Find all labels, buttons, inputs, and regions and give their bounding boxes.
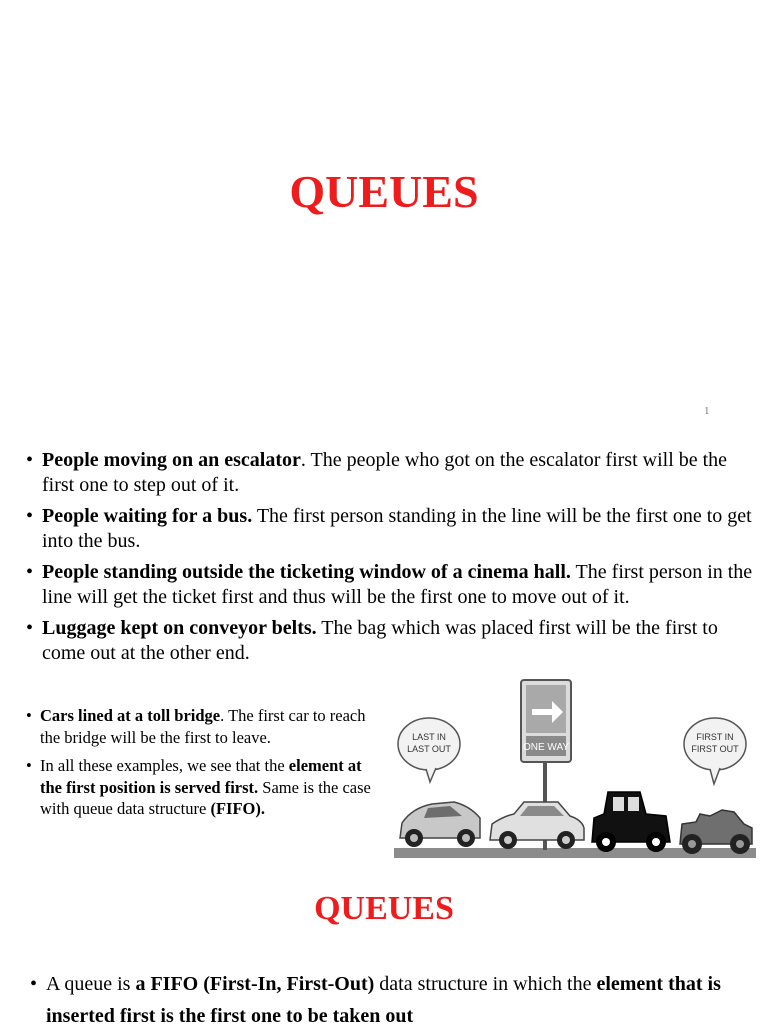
example-heading: People standing outside the ticketing window of a cinema hall. (42, 561, 571, 583)
slide-title: QUEUES (314, 890, 454, 927)
definition-text: data structure in which the (374, 973, 597, 995)
example-heading: People waiting for a bus. (42, 505, 253, 527)
one-way-sign (521, 680, 571, 762)
slide-title: QUEUES (289, 166, 479, 217)
svg-text:LAST IN: LAST IN (412, 732, 446, 742)
example-text: The bag which was placed first will be the first to come out at the other end. (42, 617, 718, 664)
examples-list (26, 448, 756, 672)
list-item (26, 560, 756, 609)
definition-list (30, 968, 750, 1032)
list-item (26, 705, 376, 748)
definition-emphasis: a FIFO (First-In, First-Out) (135, 973, 375, 995)
summary-text: Same is the case with queue data structure (40, 777, 371, 818)
example-text: The first person standing in the line will be the first one to get into the bus. (42, 505, 752, 552)
list-item (26, 448, 756, 497)
car-vintage-black (592, 792, 670, 852)
list-item (26, 616, 756, 665)
page-number: 1 (704, 405, 710, 417)
svg-text:LAST OUT: LAST OUT (407, 744, 451, 754)
definition-emphasis: element that is inserted first is the first one to be taken out (46, 973, 721, 1027)
car-sports (400, 802, 480, 847)
example-text: The first person in the line will get the ticket first and thus will be the first one to move out of it. (42, 561, 753, 608)
list-item (26, 755, 376, 820)
list-item (26, 504, 756, 553)
svg-text:FIRST IN: FIRST IN (696, 732, 734, 742)
road (394, 848, 756, 858)
list-item (30, 968, 750, 1032)
summary-emphasis: element at the first position is served first. (40, 756, 362, 797)
fifo-label: (FIFO). (210, 799, 265, 818)
sign-text: ONE WAY (522, 742, 570, 753)
one-way-cars-illustration (392, 678, 758, 864)
car-convertible (680, 810, 752, 854)
example-heading: People moving on an escalator (42, 449, 301, 471)
summary-text: In all these examples, we see that the (40, 756, 289, 775)
more-examples-list (26, 705, 376, 827)
example-text: . The people who got on the escalator first will be the first one to step out of it. (42, 449, 728, 496)
definition-text: A queue is (46, 973, 136, 995)
car-sedan (490, 802, 584, 849)
first-in-first-out-bubble (684, 718, 746, 784)
svg-text:FIRST OUT: FIRST OUT (691, 744, 739, 754)
example-text: . The first car to reach the bridge will be the first to leave. (40, 706, 366, 747)
last-in-last-out-bubble (398, 718, 460, 782)
example-heading: Luggage kept on conveyor belts. (42, 617, 317, 639)
example-heading: Cars lined at a toll bridge (40, 706, 221, 725)
